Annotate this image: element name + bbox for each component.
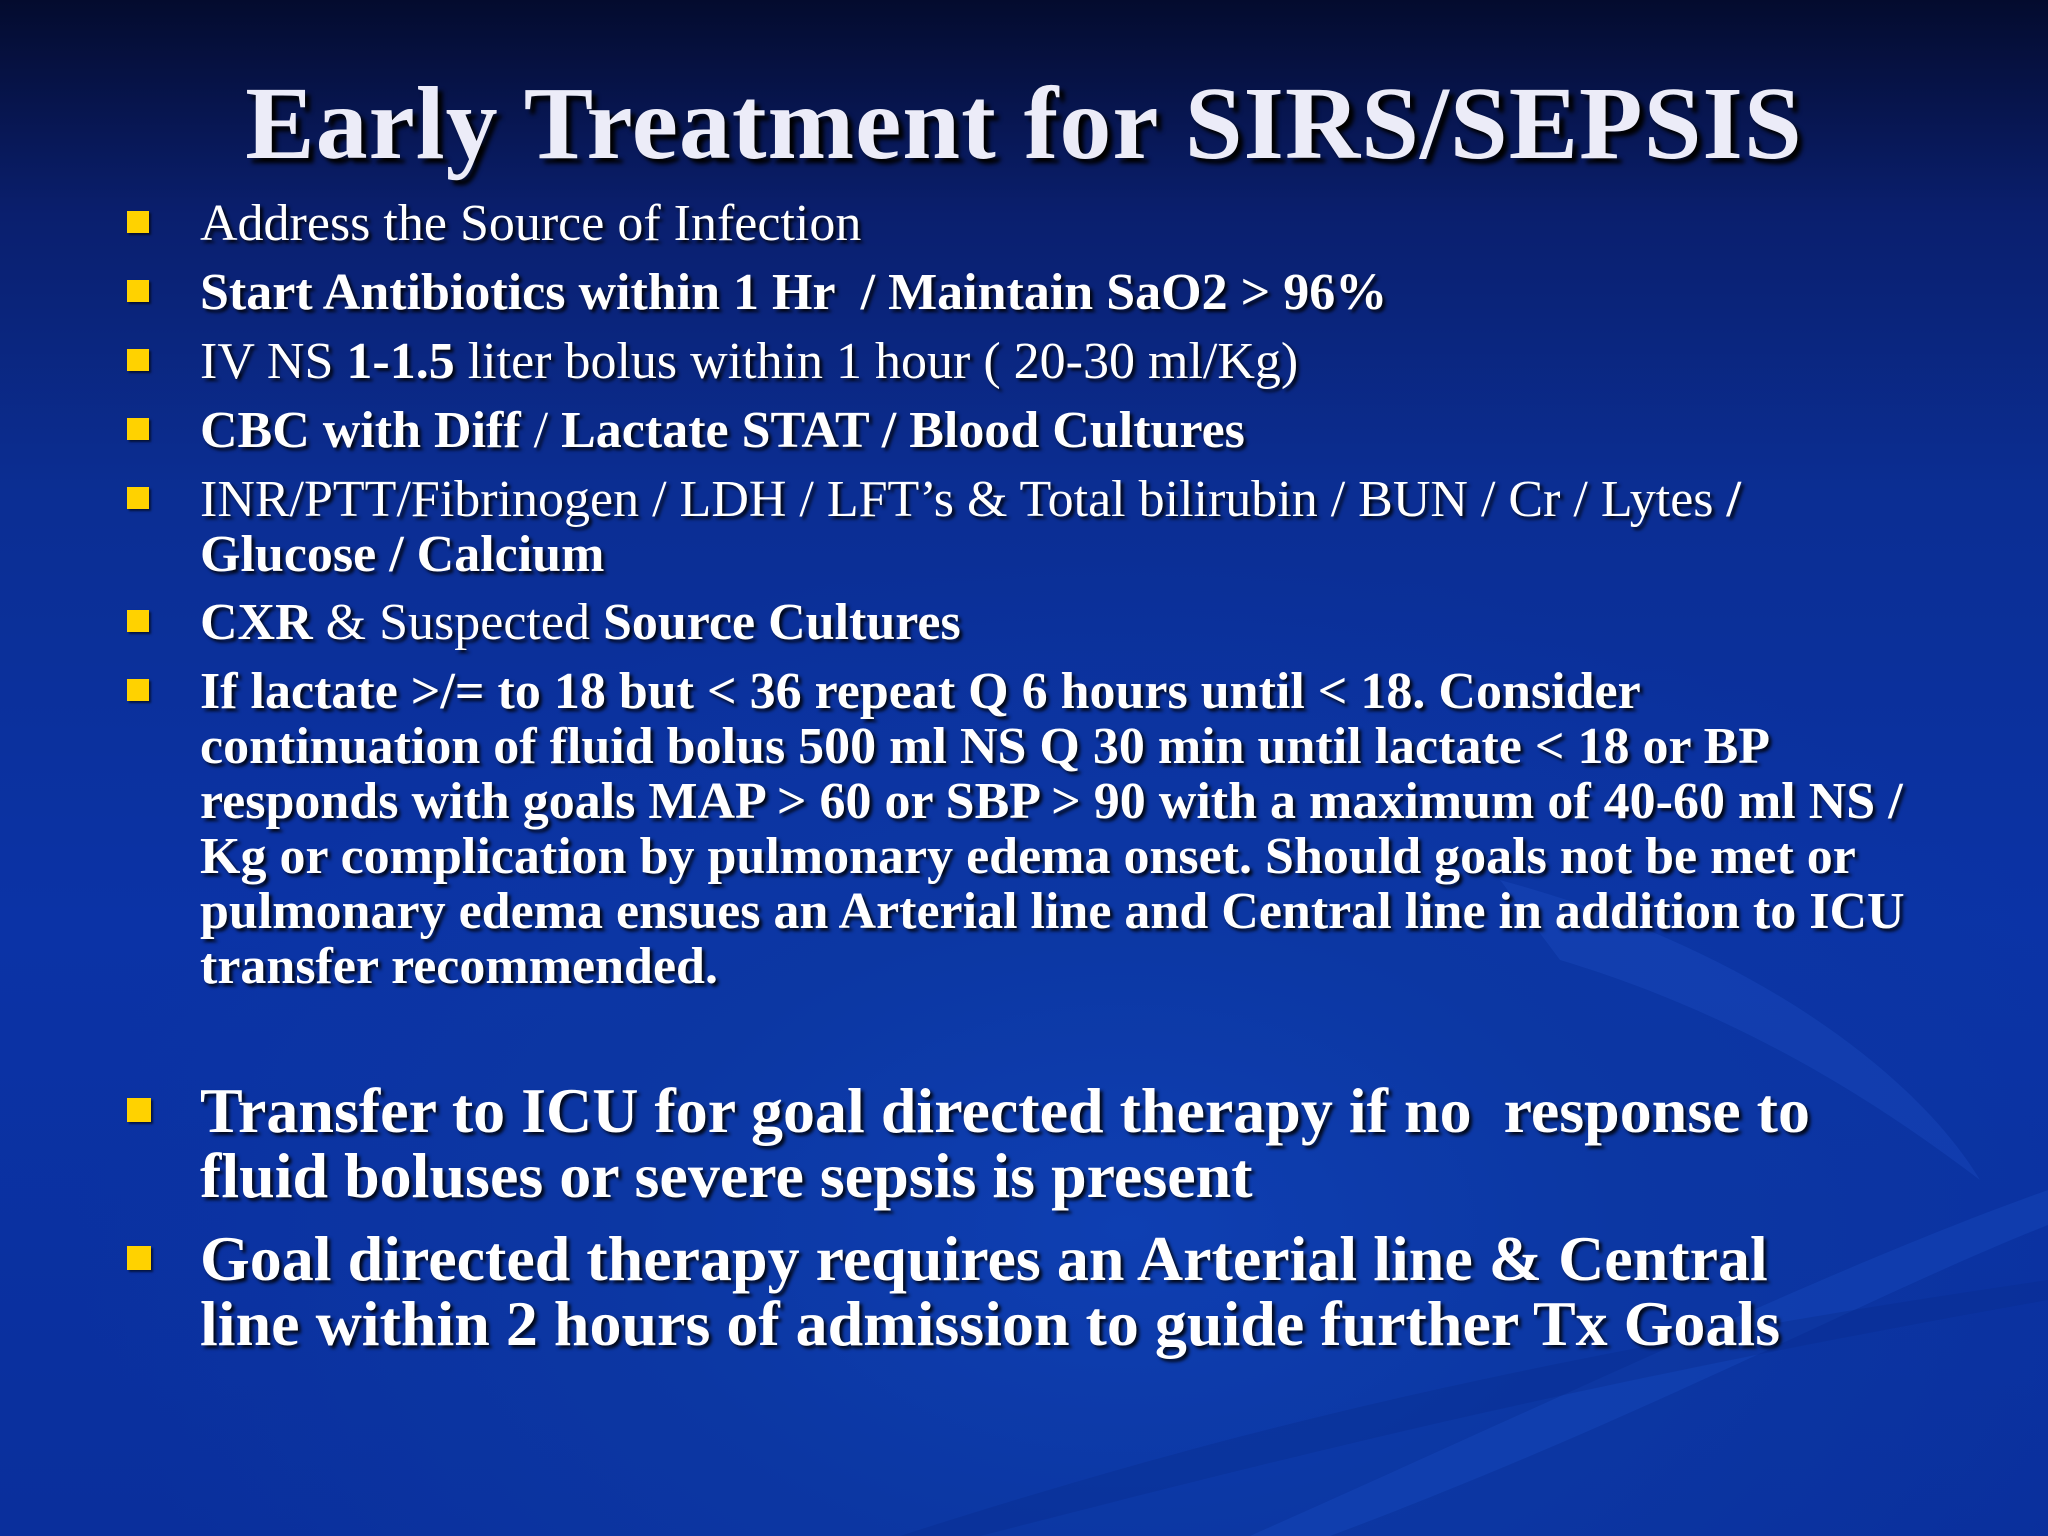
bullet-text: Address the Source of Infection — [200, 195, 862, 252]
bullet-item-goal-directed-therapy — [200, 1223, 1880, 1359]
bullet-square-icon — [127, 280, 149, 302]
bullet-text: Goal directed therapy requires an Arterial line & Central line within 2 hours of admission to guide further Tx Goals — [200, 1223, 1781, 1359]
bullet-square-icon — [127, 349, 149, 371]
bullet-item-antibiotics — [200, 265, 1940, 320]
bullet-text-emphasis: Source Cultures — [602, 594, 961, 651]
slide-title: Early Treatment for SIRS/SEPSIS — [245, 66, 1803, 181]
bullet-square-icon — [127, 610, 149, 632]
bullet-item-source-of-infection — [200, 196, 1940, 251]
bullet-text: IV NS — [200, 333, 347, 390]
bullet-item-lactate-protocol — [200, 664, 1920, 994]
bullet-square-icon — [127, 418, 149, 440]
bullet-item-iv-ns-bolus — [200, 334, 1940, 389]
bullet-item-cxr-cultures — [200, 595, 1940, 650]
bullet-item-labs-stat — [200, 403, 1940, 458]
bullet-square-icon — [127, 211, 149, 233]
bullet-text-emphasis: 1-1.5 — [346, 333, 455, 390]
bullet-square-icon — [127, 679, 149, 701]
bullet-text: & Suspected — [312, 594, 603, 651]
bullet-text: liter bolus within 1 hour ( 20-30 ml/Kg) — [454, 333, 1299, 390]
bullet-square-icon — [127, 487, 149, 509]
bullet-text: Transfer to ICU for goal directed therapy if no response to fluid boluses or severe sepsis is present — [200, 1075, 1826, 1211]
bullet-item-transfer-icu — [200, 1075, 1920, 1211]
bullet-text-emphasis: CBC with Diff — [200, 402, 521, 459]
bullet-text: If lactate >/= to 18 but < 36 repeat Q 6 hours until < 18. Consider continuation of fluid bolus 500 ml NS Q 30 min until lactate < 18 or BP responds with goals MAP > 60 or SBP > 90 with a maximum of 40-60 ml NS / Kg or complication by pulmonary edema onset. Should goals not be met or pulmonary edema ensues an Arterial line and Central line in addition to ICU transfer recommended. — [200, 663, 1905, 995]
bullet-text: / — [520, 402, 562, 459]
bullet-text-emphasis: Lactate STAT / Blood Cultures — [561, 402, 1245, 459]
bullet-square-icon — [127, 1098, 151, 1122]
bullet-square-icon — [127, 1246, 151, 1270]
bullet-text-emphasis: / Glucose / Calcium — [200, 471, 1741, 583]
bullet-item-coag-panel — [200, 472, 1840, 582]
bullet-text: INR/PTT/Fibrinogen / LDH / LFT’s & Total bilirubin / BUN / Cr / Lytes — [200, 471, 1714, 528]
bullet-text-emphasis: CXR — [200, 594, 313, 651]
bullet-text: Start Antibiotics within 1 Hr / Maintain SaO2 > 96% — [200, 264, 1388, 321]
